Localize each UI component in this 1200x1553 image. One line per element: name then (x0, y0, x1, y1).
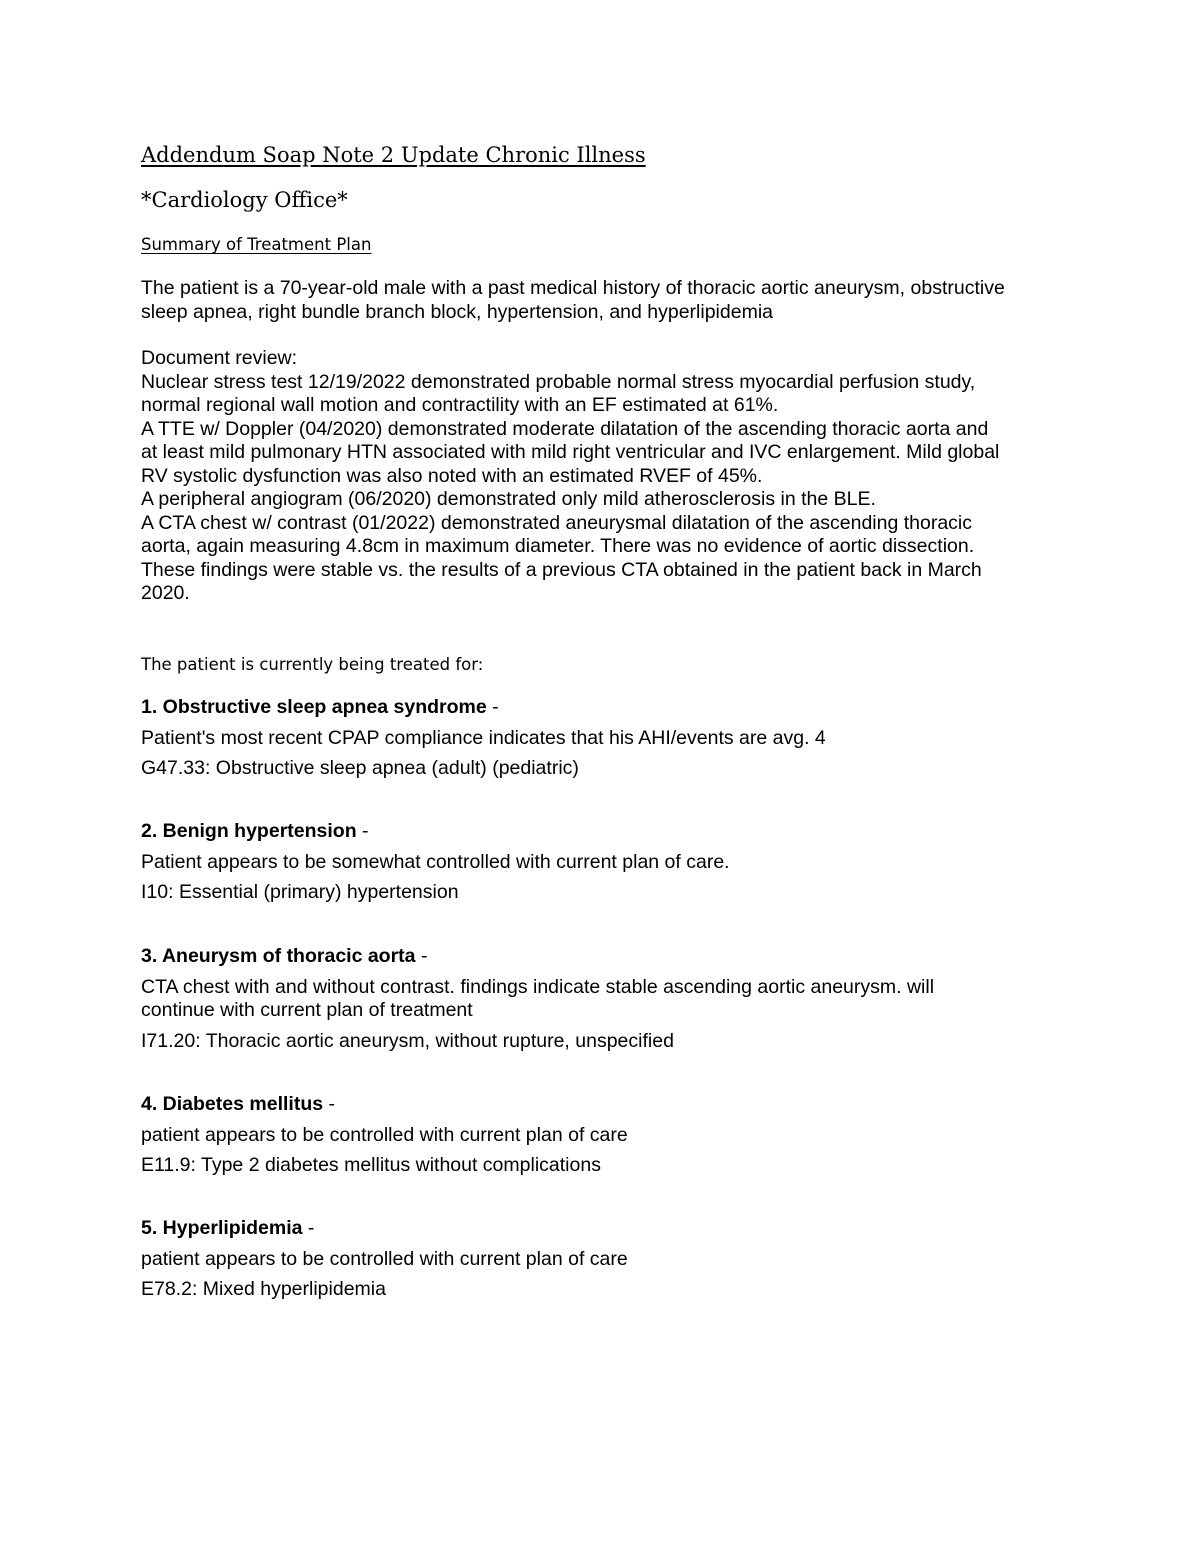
condition-note: Patient's most recent CPAP compliance indicates that his AHI/events are avg. 4 (141, 726, 826, 749)
condition-code: I10: Essential (primary) hypertension (141, 881, 459, 903)
review-line: at least mild pulmonary HTN associated with mild right ventricular and IVC enlargement. Mild global (141, 441, 1000, 463)
condition-code: I71.20: Thoracic aortic aneurysm, without rupture, unspecified (141, 1029, 674, 1052)
review-line: 2020. (141, 582, 190, 604)
condition-note: continue with current plan of treatment (141, 999, 473, 1021)
condition-title: 5. Hyperlipidemia (141, 1217, 303, 1239)
condition-item (141, 1217, 1071, 1302)
condition-dash: - (486, 696, 499, 718)
condition-title-line (141, 1093, 1071, 1117)
condition-title-line (141, 1217, 1071, 1241)
review-line: A peripheral angiogram (06/2020) demonstrated only mild atherosclerosis in the BLE. (141, 488, 876, 510)
review-line: A CTA chest w/ contrast (01/2022) demonstrated aneurysmal dilatation of the ascending thoracic (141, 511, 973, 534)
condition-note: patient appears to be controlled with current plan of care (141, 1123, 628, 1146)
condition-code: G47.33: Obstructive sleep apnea (adult) (pediatric) (141, 757, 579, 779)
condition-item (141, 945, 1071, 1053)
review-line: aorta, again measuring 4.8cm in maximum diameter. There was no evidence of aortic dissection. (141, 535, 975, 557)
review-line: Nuclear stress test 12/19/2022 demonstrated probable normal stress myocardial perfusion study, (141, 370, 976, 393)
condition-title: 3. Aneurysm of thoracic aorta (141, 945, 416, 967)
condition-note: CTA chest with and without contrast. findings indicate stable ascending aortic aneurysm. will (141, 975, 935, 998)
intro-line: sleep apnea, right bundle branch block, hypertension, and hyperlipidemia (141, 300, 773, 323)
intro-line: The patient is a 70-year-old male with a past medical history of thoracic aortic aneurysm, obstructive (141, 277, 1005, 299)
condition-item (141, 1093, 1071, 1178)
review-line: A TTE w/ Doppler (04/2020) demonstrated moderate dilatation of the ascending thoracic aorta and (141, 417, 989, 440)
condition-title-line (141, 820, 1071, 844)
condition-title-line (141, 945, 1071, 969)
document-review (141, 347, 1071, 606)
document-title: Addendum Soap Note 2 Update Chronic Illness (141, 143, 646, 167)
document-subtitle: *Cardiology Office* (141, 188, 348, 212)
condition-note: Patient appears to be somewhat controlled with current plan of care. (141, 850, 730, 873)
condition-title: 1. Obstructive sleep apnea syndrome (141, 696, 487, 718)
condition-item (141, 820, 1071, 905)
condition-title: 2. Benign hypertension (141, 820, 357, 842)
condition-code: E78.2: Mixed hyperlipidemia (141, 1278, 386, 1300)
review-line: These findings were stable vs. the results of a previous CTA obtained in the patient back in March (141, 558, 982, 581)
condition-title-line (141, 696, 1071, 720)
condition-item (141, 696, 1071, 781)
section-heading: Summary of Treatment Plan (141, 235, 372, 254)
condition-dash: - (323, 1093, 335, 1115)
condition-dash: - (302, 1217, 315, 1239)
condition-dash: - (356, 820, 369, 842)
review-heading: Document review: (141, 347, 298, 369)
treated-heading: The patient is currently being treated for: (141, 655, 484, 674)
condition-code: E11.9: Type 2 diabetes mellitus without complications (141, 1154, 601, 1176)
intro-paragraph (141, 277, 1071, 324)
condition-title: 4. Diabetes mellitus (141, 1093, 324, 1115)
condition-dash: - (415, 945, 428, 967)
review-line: RV systolic dysfunction was also noted with an estimated RVEF of 45%. (141, 464, 763, 487)
condition-note: patient appears to be controlled with current plan of care (141, 1247, 628, 1270)
review-line: normal regional wall motion and contractility with an EF estimated at 61%. (141, 394, 779, 416)
